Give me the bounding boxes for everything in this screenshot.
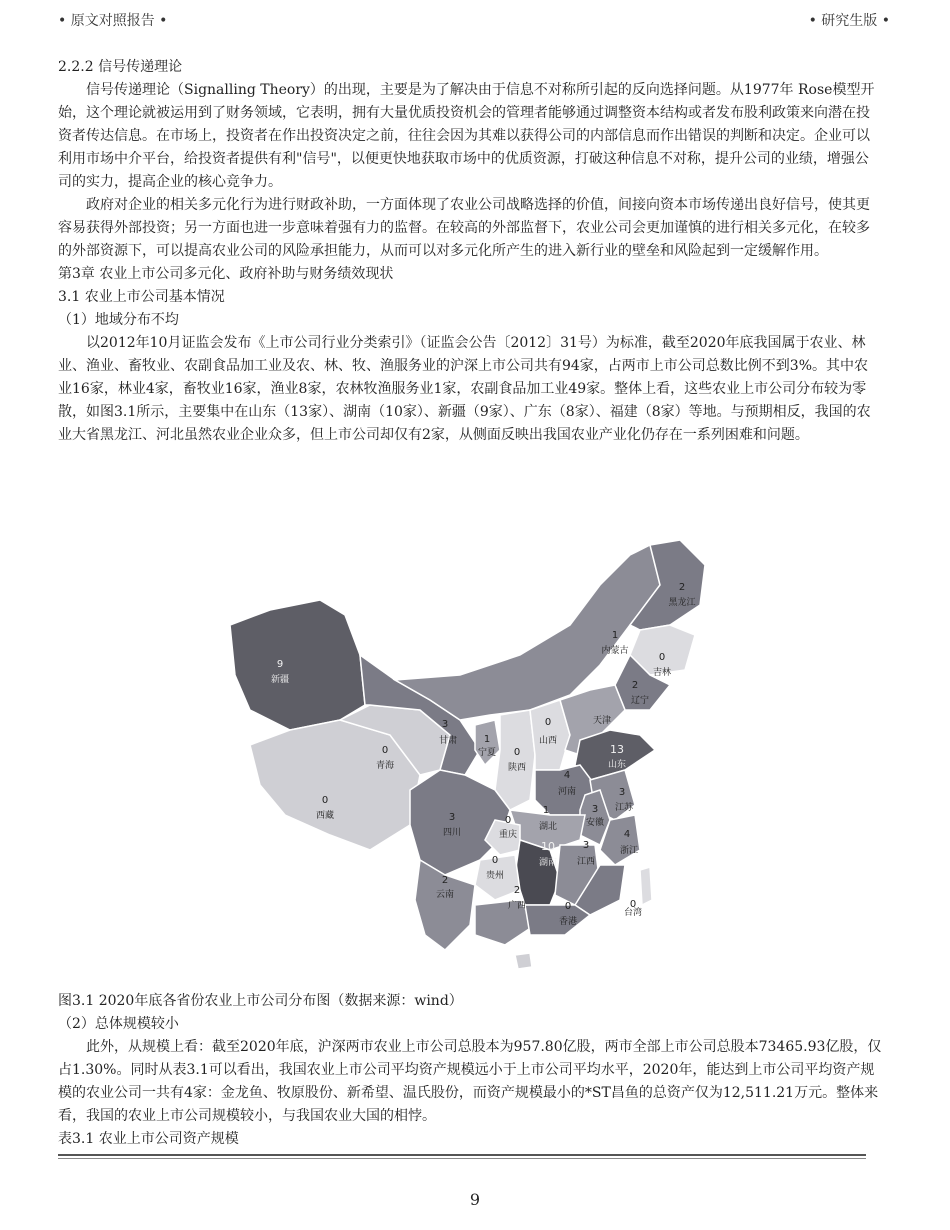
label-count-henan: 4 — [563, 770, 571, 781]
paragraph-overall-scale: 此外，从规模上看：截至2020年底，沪深两市农业上市公司总股本为957.80亿股，两市全部上市公司总股本73465.93亿股，仅占1.30%。同时从表3.1可以看出，我国农业上市公司平均资产规模远小于上市公司平均水平，2020年，能达到上市公司平均资产规模的农业公司一共有4家：金龙鱼、牧原股份、新希望、温氏股份，而资产规模最小的*ST昌鱼的总资产仅为12,511.21万元。整体来看，我国的农业上市公司规模较小，与我国农业大国的相悖。 — [58, 1039, 882, 1124]
label-count-xinjiang: 9 — [276, 659, 284, 670]
label-count-shaanxi: 0 — [513, 747, 521, 758]
label-name-anhui: 安徽 — [585, 818, 605, 828]
label-name-shaanxi: 陕西 — [507, 763, 527, 773]
header-right: • 研究生版 • — [808, 13, 890, 29]
label-count-shanxi: 0 — [544, 717, 552, 728]
label-name-yunnan: 云南 — [435, 890, 455, 900]
label-name-sichuan: 四川 — [442, 828, 462, 838]
header-left: • 原文对照报告 • — [58, 13, 168, 29]
label-name-gansu: 甘肃 — [438, 736, 458, 746]
label-count-liaoning: 2 — [631, 680, 639, 691]
label-name-neimenggu: 内蒙古 — [601, 646, 629, 656]
label-name-xizang: 西藏 — [315, 811, 335, 821]
figure-caption: 图3.1 2020年底各省份农业上市公司分布图（数据来源：wind） — [58, 993, 463, 1009]
table-top-rule — [58, 1154, 866, 1156]
label-count-sichuan: 3 — [448, 812, 456, 823]
label-count-zhejiang: 4 — [623, 829, 631, 840]
label-name-hunan: 湖南 — [538, 858, 558, 868]
label-count-xianggang: 0 — [564, 901, 572, 912]
label-name-shanxi: 山西 — [538, 736, 558, 746]
label-name-jiangxi: 江西 — [576, 857, 596, 867]
label-name-shandong: 山东 — [607, 760, 627, 770]
label-count-ningxia: 1 — [483, 734, 491, 745]
label-count-taiwan: 0 — [629, 899, 637, 910]
lower-body — [58, 990, 882, 1151]
paragraph-regional-distribution: 以2012年10月证监会发布《上市公司行业分类索引》（证监会公告〔2012〕31号）为标准，截至2020年底我国属于农业、林业、渔业、畜牧业、农副食品加工业及农、林、牧、渔服务业的沪深上市公司共有94家，占两市上市公司总数比例不到3%。其中农业16家，林业4家，畜牧业16家，渔业8家，农林牧渔服务业1家，农副食品加工业49家。整体上看，这些农业上市公司分布较为零散，如图3.1所示，主要集中在山东（13家）、湖南（10家）、新疆（9家）、广东（8家）、福建（8家）等地。与预期相反，我国的农业大省黑龙江、河北虽然农业企业众多，但上市公司却仅有2家，从侧面反映出我国农业产业化仍存在一系列困难和问题。 — [58, 335, 871, 443]
label-name-henan: 河南 — [557, 787, 577, 797]
label-name-tianjin: 天津 — [592, 716, 612, 726]
label-name-qinghai: 青海 — [375, 761, 395, 771]
chapter-3-heading: 第3章 农业上市公司多元化、政府补助与财务绩效现状 — [58, 266, 394, 282]
section-heading-3-1: 3.1 农业上市公司基本情况 — [58, 289, 225, 305]
subheading-regional-distribution: （1）地域分布不均 — [58, 312, 179, 328]
label-count-anhui: 3 — [591, 804, 599, 815]
table-top-rule-thin — [58, 1158, 866, 1159]
label-name-ningxia: 宁夏 — [477, 748, 497, 758]
label-count-yunnan: 2 — [441, 875, 449, 886]
label-name-liaoning: 辽宁 — [630, 696, 650, 706]
label-count-hunan: 10 — [541, 840, 555, 853]
province-distribution-map — [230, 505, 710, 975]
label-count-neimenggu: 1 — [611, 630, 619, 641]
label-count-hubei: 1 — [542, 805, 550, 816]
label-count-guangxi: 2 — [513, 885, 521, 896]
label-name-jilin: 吉林 — [652, 668, 672, 678]
label-name-guizhou: 贵州 — [485, 871, 505, 881]
label-name-xinjiang: 新疆 — [270, 675, 290, 685]
section-heading-2-2-2: 2.2.2 信号传递理论 — [58, 59, 183, 75]
label-count-heilongjiang: 2 — [678, 582, 686, 593]
label-count-chongqing: 0 — [504, 815, 512, 826]
table-caption: 表3.1 农业上市公司资产规模 — [58, 1131, 239, 1147]
label-name-hubei: 湖北 — [538, 822, 558, 832]
label-count-gansu: 3 — [441, 719, 449, 730]
document-body — [58, 56, 882, 447]
label-name-guangxi: 广西 — [507, 901, 527, 911]
label-name-zhejiang: 浙江 — [619, 846, 639, 856]
paragraph-government-subsidy: 政府对企业的相关多元化行为进行财政补助，一方面体现了农业公司战略选择的价值，间接向资本市场传递出良好信号，使其更容易获得外部投资；另一方面也进一步意味着强有力的监督。在较高的外部监督下，农业公司会更加谨慎的进行相关多元化，在较多的外部资源下，可以提高农业公司的风险承担能力，从而可以对多元化所产生的进入新行业的壁垒和风险起到一定缓解作用。 — [58, 197, 870, 259]
label-name-heilongjiang: 黑龙江 — [668, 598, 696, 608]
label-name-taiwan: 台湾 — [623, 908, 643, 918]
page-number: 9 — [469, 1190, 481, 1209]
label-count-guizhou: 0 — [491, 855, 499, 866]
subheading-overall-scale: （2）总体规模较小 — [58, 1016, 179, 1032]
label-count-jilin: 0 — [658, 652, 666, 663]
label-name-jiangsu: 江苏 — [614, 803, 634, 813]
paragraph-signalling-theory: 信号传递理论（Signalling Theory）的出现，主要是为了解决由于信息不对称所引起的反向选择问题。从1977年 Rose模型开始，这个理论就被运用到了财务领域，它表明，拥有大量优质投资机会的管理者能够通过调整资本结构或者发布股利政策来向潜在投资者传达信息。在市场上，投资者在作出投资决定之前，往往会因为其难以获得公司的内部信息而作出错误的判断和决定。企业可以利用市场中介平台，给投资者提供有利"信号"，以便更快地获取市场中的优质资源，打破这种信息不对称，提升公司的业绩，增强公司的实力，提高企业的核心竞争力。 — [58, 82, 875, 190]
label-count-xizang: 0 — [321, 795, 329, 806]
label-name-chongqing: 重庆 — [498, 830, 518, 840]
label-count-qinghai: 0 — [381, 745, 389, 756]
label-count-shandong: 13 — [610, 743, 624, 756]
label-count-jiangxi: 3 — [582, 840, 590, 851]
label-name-xianggang: 香港 — [558, 917, 578, 927]
label-count-jiangsu: 3 — [618, 787, 626, 798]
